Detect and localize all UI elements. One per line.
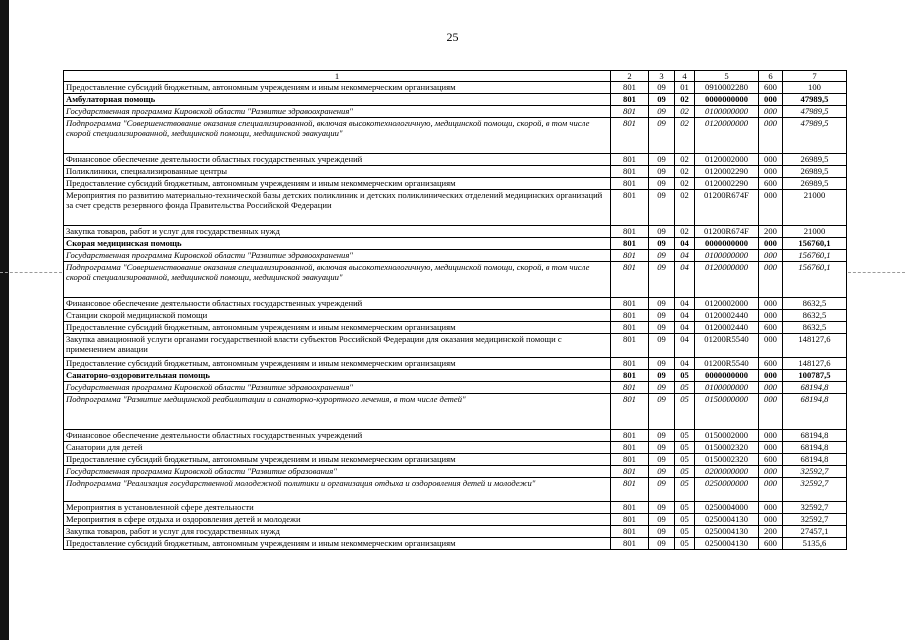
expense-type-cell: 000 bbox=[759, 94, 783, 106]
table-row bbox=[64, 334, 847, 358]
admin-code-cell: 801 bbox=[611, 454, 649, 466]
section-cell: 09 bbox=[649, 298, 675, 310]
target-article-cell: 0150002000 bbox=[695, 430, 759, 442]
row-name-cell: Санаторно-оздоровительная помощь bbox=[64, 370, 611, 382]
table-row bbox=[64, 502, 847, 514]
subsection-cell: 02 bbox=[675, 94, 695, 106]
table-row bbox=[64, 190, 847, 226]
expense-type-cell: 000 bbox=[759, 298, 783, 310]
expense-type-cell: 000 bbox=[759, 238, 783, 250]
row-name-cell: Мероприятия в сфере отдыха и оздоровления детей и молодежи bbox=[64, 514, 611, 526]
amount-cell: 32592,7 bbox=[783, 466, 847, 478]
admin-code-cell: 801 bbox=[611, 526, 649, 538]
table-row bbox=[64, 118, 847, 154]
amount-cell: 27457,1 bbox=[783, 526, 847, 538]
subsection-cell: 02 bbox=[675, 226, 695, 238]
table-row bbox=[64, 106, 847, 118]
amount-cell: 26989,5 bbox=[783, 178, 847, 190]
target-article-cell: 01200R674F bbox=[695, 226, 759, 238]
amount-cell: 156760,1 bbox=[783, 238, 847, 250]
amount-cell: 8632,5 bbox=[783, 322, 847, 334]
amount-cell: 47989,5 bbox=[783, 94, 847, 106]
subsection-cell: 04 bbox=[675, 310, 695, 322]
row-name-cell: Государственная программа Кировской области "Развитие здравоохранения" bbox=[64, 106, 611, 118]
amount-cell: 21000 bbox=[783, 190, 847, 226]
admin-code-cell: 801 bbox=[611, 514, 649, 526]
scan-edge bbox=[0, 0, 9, 640]
admin-code-cell: 801 bbox=[611, 502, 649, 514]
admin-code-cell: 801 bbox=[611, 94, 649, 106]
expense-type-cell: 600 bbox=[759, 322, 783, 334]
section-cell: 09 bbox=[649, 154, 675, 166]
amount-cell: 21000 bbox=[783, 226, 847, 238]
table-row bbox=[64, 514, 847, 526]
row-name-cell: Предоставление субсидий бюджетным, автономным учреждениям и иным некоммерческим организациям bbox=[64, 538, 611, 550]
amount-cell: 68194,8 bbox=[783, 394, 847, 430]
row-name-cell: Мероприятия по развитию материально-технической базы детских поликлиник и детских поликлинических отделений медицинских организаций за счет средств резервного фонда Правительства Российской Федерации bbox=[64, 190, 611, 226]
table-row bbox=[64, 238, 847, 250]
header-row bbox=[64, 71, 847, 82]
subsection-cell: 02 bbox=[675, 154, 695, 166]
admin-code-cell: 801 bbox=[611, 154, 649, 166]
row-name-cell: Государственная программа Кировской области "Развитие здравоохранения" bbox=[64, 250, 611, 262]
row-name-cell: Подпрограмма "Совершенствование оказания специализированной, включая высокотехнологичную, медицинской помощи, скорой, в том числе скорой специализированной, медицинской помощи, медицинской эвакуации" bbox=[64, 118, 611, 154]
section-cell: 09 bbox=[649, 106, 675, 118]
table-row bbox=[64, 370, 847, 382]
target-article-cell: 0120002000 bbox=[695, 154, 759, 166]
amount-cell: 68194,8 bbox=[783, 454, 847, 466]
table-row bbox=[64, 178, 847, 190]
section-cell: 09 bbox=[649, 478, 675, 502]
target-article-cell: 0100000000 bbox=[695, 250, 759, 262]
table-row bbox=[64, 310, 847, 322]
expense-type-cell: 000 bbox=[759, 382, 783, 394]
section-cell: 09 bbox=[649, 226, 675, 238]
section-cell: 09 bbox=[649, 118, 675, 154]
admin-code-cell: 801 bbox=[611, 238, 649, 250]
amount-cell: 32592,7 bbox=[783, 478, 847, 502]
table-row bbox=[64, 250, 847, 262]
header-cell: 2 bbox=[611, 71, 649, 82]
expense-type-cell: 000 bbox=[759, 466, 783, 478]
section-cell: 09 bbox=[649, 514, 675, 526]
row-name-cell: Закупка товаров, работ и услуг для государственных нужд bbox=[64, 526, 611, 538]
expense-type-cell: 600 bbox=[759, 538, 783, 550]
row-name-cell: Амбулаторная помощь bbox=[64, 94, 611, 106]
section-cell: 09 bbox=[649, 94, 675, 106]
admin-code-cell: 801 bbox=[611, 370, 649, 382]
row-name-cell: Государственная программа Кировской области "Развитие образования" bbox=[64, 466, 611, 478]
expense-type-cell: 600 bbox=[759, 454, 783, 466]
amount-cell: 26989,5 bbox=[783, 154, 847, 166]
target-article-cell: 0000000000 bbox=[695, 370, 759, 382]
amount-cell: 5135,6 bbox=[783, 538, 847, 550]
admin-code-cell: 801 bbox=[611, 106, 649, 118]
expense-type-cell: 000 bbox=[759, 442, 783, 454]
amount-cell: 68194,8 bbox=[783, 442, 847, 454]
table-row bbox=[64, 454, 847, 466]
target-article-cell: 0000000000 bbox=[695, 94, 759, 106]
row-name-cell: Закупка авиационной услуги органами государственной власти субъектов Российской Федерации для оказания медицинской помощи с применением авиации bbox=[64, 334, 611, 358]
table-row bbox=[64, 394, 847, 430]
expense-type-cell: 200 bbox=[759, 226, 783, 238]
subsection-cell: 05 bbox=[675, 430, 695, 442]
row-name-cell: Финансовое обеспечение деятельности областных государственных учреждений bbox=[64, 154, 611, 166]
expense-type-cell: 600 bbox=[759, 358, 783, 370]
amount-cell: 32592,7 bbox=[783, 514, 847, 526]
header-cell: 4 bbox=[675, 71, 695, 82]
admin-code-cell: 801 bbox=[611, 262, 649, 298]
expense-type-cell: 000 bbox=[759, 154, 783, 166]
amount-cell: 26989,5 bbox=[783, 166, 847, 178]
header-cell: 1 bbox=[64, 71, 611, 82]
header-cell: 5 bbox=[695, 71, 759, 82]
expense-type-cell: 600 bbox=[759, 178, 783, 190]
amount-cell: 148127,6 bbox=[783, 358, 847, 370]
subsection-cell: 02 bbox=[675, 106, 695, 118]
section-cell: 09 bbox=[649, 238, 675, 250]
expense-type-cell: 000 bbox=[759, 310, 783, 322]
admin-code-cell: 801 bbox=[611, 334, 649, 358]
admin-code-cell: 801 bbox=[611, 226, 649, 238]
target-article-cell: 0250004130 bbox=[695, 526, 759, 538]
header-cell: 6 bbox=[759, 71, 783, 82]
expense-type-cell: 600 bbox=[759, 82, 783, 94]
admin-code-cell: 801 bbox=[611, 178, 649, 190]
amount-cell: 156760,1 bbox=[783, 262, 847, 298]
section-cell: 09 bbox=[649, 334, 675, 358]
expense-type-cell: 000 bbox=[759, 166, 783, 178]
row-name-cell: Предоставление субсидий бюджетным, автономным учреждениям и иным некоммерческим организациям bbox=[64, 82, 611, 94]
row-name-cell: Предоставление субсидий бюджетным, автономным учреждениям и иным некоммерческим организациям bbox=[64, 358, 611, 370]
section-cell: 09 bbox=[649, 526, 675, 538]
expense-type-cell: 000 bbox=[759, 478, 783, 502]
amount-cell: 68194,8 bbox=[783, 382, 847, 394]
amount-cell: 8632,5 bbox=[783, 310, 847, 322]
subsection-cell: 01 bbox=[675, 82, 695, 94]
row-name-cell: Подпрограмма "Развитие медицинской реабилитации и санаторно-курортного лечения, в том числе детей" bbox=[64, 394, 611, 430]
amount-cell: 8632,5 bbox=[783, 298, 847, 310]
row-name-cell: Скорая медицинская помощь bbox=[64, 238, 611, 250]
table-row bbox=[64, 298, 847, 310]
target-article-cell: 0120000000 bbox=[695, 262, 759, 298]
admin-code-cell: 801 bbox=[611, 382, 649, 394]
table-row bbox=[64, 226, 847, 238]
table-body bbox=[64, 71, 847, 550]
target-article-cell: 0100000000 bbox=[695, 106, 759, 118]
subsection-cell: 04 bbox=[675, 250, 695, 262]
expense-type-cell: 000 bbox=[759, 502, 783, 514]
amount-cell: 68194,8 bbox=[783, 430, 847, 442]
row-name-cell: Предоставление субсидий бюджетным, автономным учреждениям и иным некоммерческим организациям bbox=[64, 454, 611, 466]
admin-code-cell: 801 bbox=[611, 466, 649, 478]
section-cell: 09 bbox=[649, 538, 675, 550]
target-article-cell: 0150002320 bbox=[695, 442, 759, 454]
admin-code-cell: 801 bbox=[611, 250, 649, 262]
admin-code-cell: 801 bbox=[611, 310, 649, 322]
subsection-cell: 02 bbox=[675, 166, 695, 178]
section-cell: 09 bbox=[649, 310, 675, 322]
table-row bbox=[64, 262, 847, 298]
table-row bbox=[64, 382, 847, 394]
section-cell: 09 bbox=[649, 454, 675, 466]
admin-code-cell: 801 bbox=[611, 538, 649, 550]
section-cell: 09 bbox=[649, 262, 675, 298]
subsection-cell: 05 bbox=[675, 526, 695, 538]
target-article-cell: 0100000000 bbox=[695, 382, 759, 394]
target-article-cell: 0120000000 bbox=[695, 118, 759, 154]
subsection-cell: 05 bbox=[675, 370, 695, 382]
expense-type-cell: 000 bbox=[759, 118, 783, 154]
subsection-cell: 05 bbox=[675, 502, 695, 514]
row-name-cell: Закупка товаров, работ и услуг для государственных нужд bbox=[64, 226, 611, 238]
target-article-cell: 01200R674F bbox=[695, 190, 759, 226]
subsection-cell: 04 bbox=[675, 238, 695, 250]
admin-code-cell: 801 bbox=[611, 166, 649, 178]
amount-cell: 47989,5 bbox=[783, 118, 847, 154]
target-article-cell: 0150002320 bbox=[695, 454, 759, 466]
admin-code-cell: 801 bbox=[611, 322, 649, 334]
expense-type-cell: 000 bbox=[759, 394, 783, 430]
subsection-cell: 02 bbox=[675, 118, 695, 154]
section-cell: 09 bbox=[649, 466, 675, 478]
subsection-cell: 04 bbox=[675, 262, 695, 298]
expense-type-cell: 200 bbox=[759, 526, 783, 538]
section-cell: 09 bbox=[649, 178, 675, 190]
page-number: 25 bbox=[446, 30, 459, 44]
subsection-cell: 05 bbox=[675, 454, 695, 466]
expense-type-cell: 000 bbox=[759, 334, 783, 358]
cut-mark-left bbox=[0, 272, 62, 273]
expense-type-cell: 000 bbox=[759, 430, 783, 442]
table-row bbox=[64, 538, 847, 550]
table-row bbox=[64, 526, 847, 538]
table-row bbox=[64, 166, 847, 178]
row-name-cell: Подпрограмма "Реализация государственной молодежной политики и организация отдыха и оздоровления детей и молодежи" bbox=[64, 478, 611, 502]
row-name-cell: Финансовое обеспечение деятельности областных государственных учреждений bbox=[64, 298, 611, 310]
target-article-cell: 0120002440 bbox=[695, 310, 759, 322]
table-row bbox=[64, 154, 847, 166]
amount-cell: 156760,1 bbox=[783, 250, 847, 262]
section-cell: 09 bbox=[649, 442, 675, 454]
target-article-cell: 0150000000 bbox=[695, 394, 759, 430]
section-cell: 09 bbox=[649, 394, 675, 430]
section-cell: 09 bbox=[649, 370, 675, 382]
row-name-cell: Станции скорой медицинской помощи bbox=[64, 310, 611, 322]
table-row bbox=[64, 82, 847, 94]
subsection-cell: 05 bbox=[675, 394, 695, 430]
admin-code-cell: 801 bbox=[611, 82, 649, 94]
subsection-cell: 04 bbox=[675, 322, 695, 334]
amount-cell: 100787,5 bbox=[783, 370, 847, 382]
section-cell: 09 bbox=[649, 166, 675, 178]
admin-code-cell: 801 bbox=[611, 394, 649, 430]
budget-table bbox=[63, 70, 847, 550]
table-row bbox=[64, 358, 847, 370]
target-article-cell: 0200000000 bbox=[695, 466, 759, 478]
target-article-cell: 0120002440 bbox=[695, 322, 759, 334]
header-cell: 7 bbox=[783, 71, 847, 82]
target-article-cell: 0250004130 bbox=[695, 514, 759, 526]
expense-type-cell: 000 bbox=[759, 250, 783, 262]
expense-type-cell: 000 bbox=[759, 514, 783, 526]
section-cell: 09 bbox=[649, 430, 675, 442]
target-article-cell: 01200R5540 bbox=[695, 358, 759, 370]
target-article-cell: 0250000000 bbox=[695, 478, 759, 502]
section-cell: 09 bbox=[649, 82, 675, 94]
subsection-cell: 05 bbox=[675, 466, 695, 478]
target-article-cell: 0120002290 bbox=[695, 178, 759, 190]
row-name-cell: Финансовое обеспечение деятельности областных государственных учреждений bbox=[64, 430, 611, 442]
amount-cell: 47989,5 bbox=[783, 106, 847, 118]
row-name-cell: Мероприятия в установленной сфере деятельности bbox=[64, 502, 611, 514]
expense-type-cell: 000 bbox=[759, 190, 783, 226]
subsection-cell: 05 bbox=[675, 538, 695, 550]
subsection-cell: 02 bbox=[675, 190, 695, 226]
admin-code-cell: 801 bbox=[611, 442, 649, 454]
row-name-cell: Поликлиники, специализированные центры bbox=[64, 166, 611, 178]
table-row bbox=[64, 322, 847, 334]
cut-mark-right bbox=[848, 272, 905, 273]
amount-cell: 32592,7 bbox=[783, 502, 847, 514]
admin-code-cell: 801 bbox=[611, 118, 649, 154]
target-article-cell: 01200R5540 bbox=[695, 334, 759, 358]
subsection-cell: 05 bbox=[675, 514, 695, 526]
subsection-cell: 04 bbox=[675, 334, 695, 358]
admin-code-cell: 801 bbox=[611, 190, 649, 226]
target-article-cell: 0000000000 bbox=[695, 238, 759, 250]
section-cell: 09 bbox=[649, 502, 675, 514]
subsection-cell: 05 bbox=[675, 382, 695, 394]
subsection-cell: 05 bbox=[675, 478, 695, 502]
target-article-cell: 0250004130 bbox=[695, 538, 759, 550]
target-article-cell: 0120002290 bbox=[695, 166, 759, 178]
admin-code-cell: 801 bbox=[611, 430, 649, 442]
table-row bbox=[64, 478, 847, 502]
table-row bbox=[64, 466, 847, 478]
subsection-cell: 02 bbox=[675, 178, 695, 190]
amount-cell: 100 bbox=[783, 82, 847, 94]
header-cell: 3 bbox=[649, 71, 675, 82]
table-row bbox=[64, 94, 847, 106]
subsection-cell: 04 bbox=[675, 298, 695, 310]
target-article-cell: 0910002280 bbox=[695, 82, 759, 94]
table-row bbox=[64, 430, 847, 442]
subsection-cell: 04 bbox=[675, 358, 695, 370]
target-article-cell: 0120002000 bbox=[695, 298, 759, 310]
expense-type-cell: 000 bbox=[759, 106, 783, 118]
row-name-cell: Подпрограмма "Совершенствование оказания специализированной, включая высокотехнологичную, медицинской помощи, скорой, в том числе скорой специализированной, медицинской помощи, медицинской эвакуации" bbox=[64, 262, 611, 298]
table-row bbox=[64, 442, 847, 454]
section-cell: 09 bbox=[649, 358, 675, 370]
expense-type-cell: 000 bbox=[759, 370, 783, 382]
admin-code-cell: 801 bbox=[611, 478, 649, 502]
section-cell: 09 bbox=[649, 382, 675, 394]
subsection-cell: 05 bbox=[675, 442, 695, 454]
section-cell: 09 bbox=[649, 250, 675, 262]
admin-code-cell: 801 bbox=[611, 358, 649, 370]
row-name-cell: Санатории для детей bbox=[64, 442, 611, 454]
row-name-cell: Предоставление субсидий бюджетным, автономным учреждениям и иным некоммерческим организациям bbox=[64, 178, 611, 190]
row-name-cell: Государственная программа Кировской области "Развитие здравоохранения" bbox=[64, 382, 611, 394]
section-cell: 09 bbox=[649, 190, 675, 226]
row-name-cell: Предоставление субсидий бюджетным, автономным учреждениям и иным некоммерческим организациям bbox=[64, 322, 611, 334]
amount-cell: 148127,6 bbox=[783, 334, 847, 358]
expense-type-cell: 000 bbox=[759, 262, 783, 298]
section-cell: 09 bbox=[649, 322, 675, 334]
admin-code-cell: 801 bbox=[611, 298, 649, 310]
target-article-cell: 0250004000 bbox=[695, 502, 759, 514]
